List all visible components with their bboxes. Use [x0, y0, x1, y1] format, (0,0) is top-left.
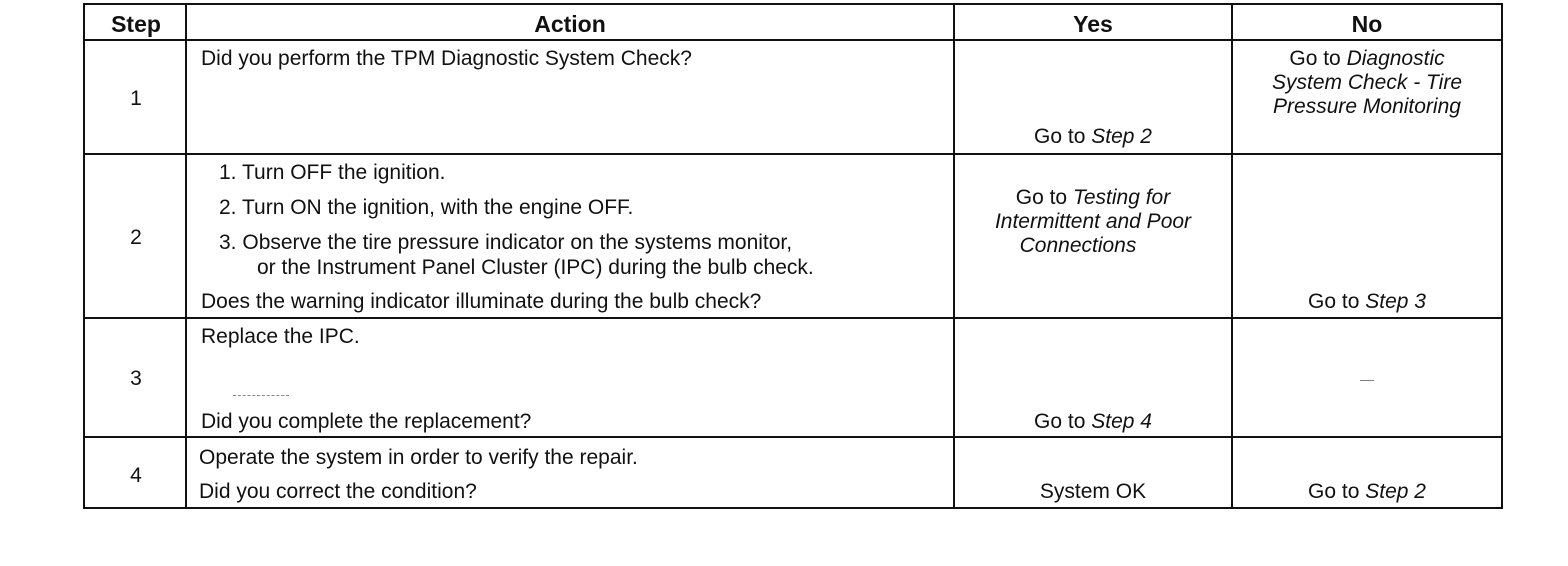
action-question: Did you complete the replacement?	[201, 410, 532, 433]
list-item-continuation: or the Instrument Panel Cluster (IPC) during the bulb check.	[257, 256, 814, 279]
row-divider	[85, 153, 1501, 155]
yes-cell: Go to Step 2	[1034, 125, 1152, 148]
step-link[interactable]: Step 4	[1091, 410, 1152, 433]
yes-cell: Go to Step 4	[1034, 410, 1152, 433]
diagnostic-link-line[interactable]: Pressure Monitoring	[1273, 95, 1461, 118]
action-text: Operate the system in order to verify the repair.	[199, 446, 638, 469]
step-link[interactable]: Step 2	[1365, 480, 1426, 503]
step-number: 1	[130, 87, 142, 110]
step-number: 4	[130, 464, 142, 487]
action-question: Does the warning indicator illuminate during the bulb check?	[201, 290, 762, 313]
no-cell-dash: —	[1360, 371, 1374, 387]
header-no: No	[1351, 11, 1383, 37]
step-link[interactable]: Step 3	[1365, 290, 1426, 313]
action-text: Replace the IPC.	[201, 325, 360, 348]
testing-link-line[interactable]: Intermittent and Poor	[994, 210, 1192, 233]
row-divider	[85, 39, 1501, 41]
yes-cell: System OK	[1039, 480, 1147, 503]
diagnostic-link[interactable]: Diagnostic	[1346, 47, 1445, 70]
action-text: Did you perform the TPM Diagnostic System Check?	[201, 47, 692, 70]
header-step: Step	[111, 11, 161, 37]
no-cell: Go to Diagnostic System Check - Tire Pressure Monitoring	[1233, 47, 1501, 119]
row-divider	[85, 436, 1501, 438]
testing-link[interactable]: Testing for	[1072, 186, 1171, 209]
scan-mark	[233, 395, 289, 397]
no-cell: Go to Step 3	[1308, 290, 1426, 313]
step-number: 2	[130, 226, 142, 249]
col-divider	[185, 5, 187, 507]
step-number: 3	[130, 367, 142, 390]
list-item: 3. Observe the tire pressure indicator on the systems monitor,	[219, 231, 793, 254]
yes-cell: Go to Testing for Intermittent and Poor Connections	[955, 186, 1231, 258]
header-action: Action	[534, 11, 606, 37]
no-cell: Go to Step 2	[1308, 480, 1426, 503]
list-item: 1. Turn OFF the ignition.	[219, 161, 446, 184]
row-divider	[85, 317, 1501, 319]
action-question: Did you correct the condition?	[199, 480, 477, 503]
step-link[interactable]: Step 2	[1091, 125, 1152, 148]
diagnostic-link-line[interactable]: System Check - Tire	[1271, 71, 1462, 94]
list-item: 2. Turn ON the ignition, with the engine OFF.	[219, 196, 634, 219]
diagnostic-table	[83, 3, 1503, 509]
testing-link-line[interactable]: Connections	[1019, 234, 1137, 257]
header-yes: Yes	[1073, 11, 1113, 37]
